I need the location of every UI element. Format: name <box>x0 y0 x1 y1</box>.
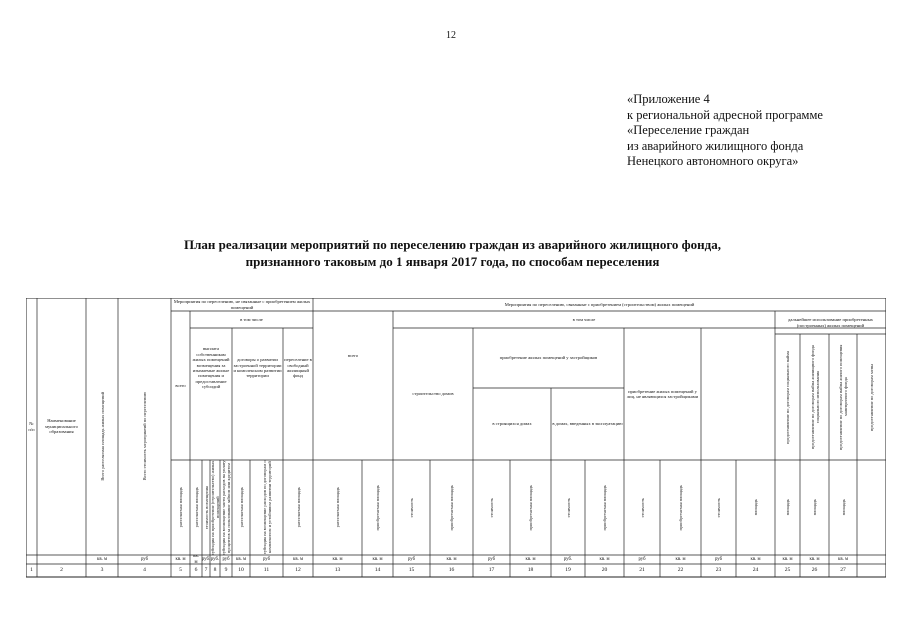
column-number-15: 15 <box>408 566 415 573</box>
subheader-col-8-text: субсидия на приобретение (строительство) жилых помещений <box>210 460 220 555</box>
subheader-col-17-text: стоимость <box>489 497 494 518</box>
unit-col-16: кв. м <box>446 556 457 562</box>
subheader-col-26 <box>800 460 829 555</box>
subheader-col-6 <box>190 460 202 555</box>
subheader-col-18 <box>510 460 551 555</box>
appendix-note <box>627 92 887 170</box>
unit-col-6: кв. м <box>193 555 199 564</box>
unit-col-26: кв. м <box>809 556 820 562</box>
subheader-col-25 <box>775 460 800 555</box>
column-number-1: 1 <box>30 566 33 573</box>
unit-col-19: руб. <box>563 556 573 562</box>
subheader-col-10-text: расселяемая площадь <box>238 487 244 528</box>
header-construction: строительство домов <box>412 391 454 397</box>
unit-col-13: кв. м <box>332 556 343 562</box>
subheader-col-27-text: площадь <box>840 499 846 516</box>
header-use-social <box>775 334 800 460</box>
document-title-line: признанного таковым до 1 января 2017 года, по способам переселения <box>245 254 660 269</box>
unit-col-14: кв. м <box>372 556 383 562</box>
subheader-col-15-text: стоимость <box>409 497 414 518</box>
subheader-col-18-text: приобретаемая площадь <box>528 484 533 531</box>
header-use-specialized-text: предоставление по договорам найма жилого помещения маневренного фонда <box>838 344 848 450</box>
column-number-16: 16 <box>448 566 455 573</box>
header-group-not-related: Мероприятия по переселению, не связанные с приобретением жилых помещений <box>173 299 311 310</box>
subheader-col-27 <box>829 460 857 555</box>
header-use-specialized <box>829 334 857 460</box>
header-col-municipality: Наименование муниципального образования <box>45 418 78 435</box>
subheader-col-26-text: площадь <box>812 499 817 516</box>
column-number-5: 5 <box>179 566 182 573</box>
subheader-col-20-text: приобретаемая площадь <box>602 484 607 531</box>
unit-col-12: кв. м <box>292 556 304 562</box>
column-number-24: 24 <box>752 566 759 573</box>
column-number-9: 9 <box>224 566 228 573</box>
column-number-14: 14 <box>374 566 381 573</box>
column-number-8: 8 <box>213 566 217 573</box>
subheader-col-22-text: приобретаемая площадь <box>678 484 683 531</box>
column-number-23: 23 <box>715 566 722 573</box>
document-title <box>120 236 785 270</box>
column-number-26: 26 <box>811 566 818 573</box>
subheader-col-11 <box>250 460 283 555</box>
column-number-7: 7 <box>204 566 208 573</box>
header-left-total: всего <box>175 382 186 388</box>
header-right-total: всего <box>347 352 359 358</box>
subheader-col-21-text: стоимость <box>639 497 645 518</box>
header-free-fund: переселение в свободный жилищный фонд <box>284 357 312 379</box>
unit-col-20: кв. м <box>599 556 610 562</box>
subheader-col-23-text: стоимость <box>716 497 721 518</box>
unit-col-15: руб <box>407 556 416 562</box>
relocation-plan-table <box>26 298 886 588</box>
unit-col-3: кв. м <box>96 556 108 562</box>
column-number-19: 19 <box>565 566 571 573</box>
subheader-col-12 <box>283 460 313 555</box>
header-use-commercial <box>800 334 829 460</box>
column-number-4: 4 <box>143 566 146 573</box>
column-number-6: 6 <box>194 566 198 573</box>
unit-col-8: руб. <box>210 556 220 562</box>
unit-col-25: кв. м <box>782 556 793 562</box>
unit-col-27: кв. м <box>837 556 849 562</box>
appendix-line: из аварийного жилищного фонда <box>627 138 804 153</box>
unit-col-18: кв. м <box>525 556 536 562</box>
header-col-total-cost-text: Всего стоимость мероприятий по переселению <box>142 392 147 481</box>
header-purchase-from-developers: приобретение жилых помещений у застройщиков <box>499 355 598 361</box>
subheader-col-7-text: стоимость возмещения <box>203 485 209 530</box>
header-left-included: в том числе <box>240 316 263 322</box>
unit-col-7: руб. <box>202 556 210 562</box>
subheader-col-5-text: расселяемая площадь <box>178 487 183 528</box>
header-col-total-area <box>86 318 118 555</box>
subheader-col-16-text: приобретаемая площадь <box>449 484 454 531</box>
appendix-line: «Переселение граждан <box>627 123 750 137</box>
document-title-line: План реализации мероприятий по переселению граждан из аварийного жилищного фонда, <box>184 237 721 252</box>
unit-col-23: руб <box>714 556 723 562</box>
subheader-col-11-text: субсидия на возмещение расходов по договорам о комплексном и устойчивом развитии территорий <box>261 460 272 555</box>
header-col-total-area-text: Всего расселяемая площадь жилых помещений <box>99 392 105 481</box>
column-number-21: 21 <box>639 566 645 573</box>
header-right-included: в том числе <box>572 316 596 322</box>
column-number-18: 18 <box>527 566 534 573</box>
unit-col-17: руб <box>487 556 496 562</box>
subheader-col-21 <box>624 460 660 555</box>
subheader-col-14-text: приобретаемая площадь <box>375 484 380 531</box>
unit-col-22: кв. м <box>675 556 686 562</box>
subheader-col-24 <box>736 460 775 555</box>
unit-col-9: руб <box>222 556 230 562</box>
header-development: договоры о развитии застроенной территории и комплексном развитии территории <box>233 357 282 379</box>
column-number-20: 20 <box>601 566 608 573</box>
header-group-related: Мероприятия по переселению, связанные с приобретением (строительством) жилых помещений <box>504 301 695 307</box>
unit-col-10: кв. м <box>235 556 247 562</box>
subheader-col-5 <box>171 460 190 555</box>
column-number-10: 10 <box>238 566 244 573</box>
subheader-col-20 <box>585 460 624 555</box>
column-number-27: 27 <box>840 566 846 573</box>
header-in-construction: в строящихся домах <box>492 421 532 427</box>
subheader-col-9-text: субсидия на возмещение части расходов на уплату процентов за пользование займом или кредитом <box>221 460 231 555</box>
unit-col-5: кв. м <box>175 556 186 562</box>
unit-col-11: руб <box>262 556 271 562</box>
subheader-col-22 <box>660 460 701 555</box>
subheader-col-8 <box>210 460 220 555</box>
appendix-line: к региональной адресной программе <box>627 107 823 122</box>
column-number-3: 3 <box>100 566 104 573</box>
subheader-col-19 <box>551 460 585 555</box>
subheader-col-10 <box>232 460 250 555</box>
subheader-col-16 <box>430 460 473 555</box>
column-number-17: 17 <box>488 566 495 573</box>
subheader-col-6-text: расселяемая площадь <box>193 487 199 528</box>
subheader-col-24-text: площадь <box>753 499 758 516</box>
column-number-25: 25 <box>784 566 791 573</box>
header-col-total-cost <box>118 318 171 555</box>
unit-col-21: руб <box>638 556 646 562</box>
column-number-13: 13 <box>334 566 341 573</box>
header-use-exchange <box>857 334 886 460</box>
column-number-2: 2 <box>60 566 63 573</box>
column-number-12: 12 <box>295 566 301 573</box>
header-in-commissioned: в домах, введенных в эксплуатацию <box>552 421 623 427</box>
subheader-col-19-text: стоимость <box>565 497 571 518</box>
subheader-col-17 <box>473 460 510 555</box>
header-use-exchange-text: предоставление по договорам мены <box>869 363 874 431</box>
header-purchase-not-developers: приобретение жилых помещений у лиц, не являющихся застройщиками <box>626 388 699 399</box>
subheader-col-12-text: расселяемая площадь <box>295 487 301 528</box>
subheader-col-13 <box>313 460 362 555</box>
page-number: 12 <box>446 30 456 41</box>
column-number-11: 11 <box>263 566 270 573</box>
subheader-col-9 <box>220 460 232 555</box>
subheader-col-25-text: площадь <box>785 499 790 516</box>
subheader-col-23 <box>701 460 736 555</box>
column-number-22: 22 <box>677 566 684 573</box>
subheader-col-13-text: расселяемая площадь <box>335 487 340 528</box>
header-use-social-text: предоставление по договорам социального найма <box>785 350 790 444</box>
header-use-commercial-text: предоставление по договорам найма жилищного фонда социального использования <box>809 345 820 449</box>
unit-col-4: руб <box>140 556 149 562</box>
header-col-number: № п/п <box>28 421 35 432</box>
subheader-col-14 <box>362 460 393 555</box>
subheader-col-7 <box>202 460 210 555</box>
unit-col-24: кв. м <box>750 556 761 562</box>
appendix-line: «Приложение 4 <box>627 92 710 106</box>
header-further-use: дальнейшее использование приобретенных (построенных) жилых помещений <box>788 317 873 328</box>
subheader-col-15 <box>393 460 430 555</box>
appendix-line: Ненецкого автономного округа» <box>627 154 799 168</box>
header-buyout: выплата собственникам жилых помещений возмещения за изымаемые жилые помещения и предоставление субсидий <box>192 346 230 390</box>
